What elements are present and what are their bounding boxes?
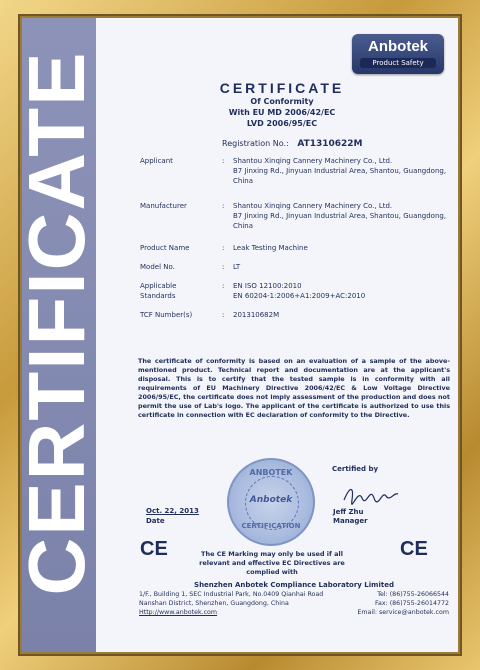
manufacturer-colon: : xyxy=(222,202,225,210)
lab-website: Http://www.anbotek.com xyxy=(139,609,218,616)
product-colon: : xyxy=(222,244,225,252)
subtitle-1: Of Conformity xyxy=(250,97,314,106)
issue-date: Oct. 22, 2013 xyxy=(146,507,199,515)
product-value: Leak Testing Machine xyxy=(233,244,308,252)
certified-by-label: Certified by xyxy=(332,465,379,473)
model-label: Model No. xyxy=(140,263,175,271)
signer-role: Manager xyxy=(333,517,368,525)
manufacturer-address: B7 Jinxing Rd., Jinyuan Industrial Area, Shantou, Guangdong, China xyxy=(233,212,447,230)
registration-number xyxy=(222,139,363,149)
left-stripe xyxy=(12,18,101,652)
applicant-name: Shantou Xinqing Cannery Machinery Co., Ltd. xyxy=(233,157,393,165)
lab-fax: Fax: (86)755-26014772 xyxy=(374,600,449,607)
manufacturer-name: Shantou Xinqing Cannery Machinery Co., Ltd. xyxy=(233,202,393,210)
signer-name: Jeff Zhu xyxy=(333,508,364,516)
certificate-paper xyxy=(12,18,458,652)
subtitle-3: LVD 2006/95/EC xyxy=(246,119,318,128)
logo-sub: Product Safety xyxy=(360,58,436,68)
tcf-label: TCF Number(s) xyxy=(140,311,193,319)
anbotek-logo xyxy=(352,34,444,74)
ce-mark-left: CE xyxy=(140,538,168,560)
certification-seal xyxy=(227,458,315,546)
standards-label xyxy=(140,281,220,301)
logo-brand: Anbotek xyxy=(368,38,428,55)
standards-value xyxy=(233,281,463,301)
signature-scribble xyxy=(340,484,400,506)
registration-label: Registration No.: xyxy=(222,139,289,148)
certificate-header xyxy=(112,80,452,129)
applicant-value xyxy=(233,156,463,186)
lab-name: Shenzhen Anbotek Compliance Laboratory Limited xyxy=(194,581,394,589)
applicant-address: B7 Jinxing Rd., Jinyuan Industrial Area, Shantou, Guangdong, China xyxy=(233,167,447,185)
lab-tel: Tel: (86)755-26066544 xyxy=(377,591,449,598)
manufacturer-value xyxy=(233,201,463,231)
product-label: Product Name xyxy=(140,244,190,252)
seal-top-text: ANBOTEK xyxy=(249,468,293,477)
standards-colon: : xyxy=(222,282,225,290)
subtitle-2: With EU MD 2006/42/EC xyxy=(228,108,336,117)
conformity-statement: The certificate of conformity is based on an evaluation of a sample of the above-mentioned product. Technical report and documentation are at the applicant's disposal. This is to certify that the tested sample is in conformity with all requirements of EU Machinery Directive 2006/42/EC & Low Voltage Directive 2006/95/EC, the certificate does not imply assessment of the production and does not permit the use of Lab's logo. The applicant of the certificate is authorized to use this certificate in connection with EC declaration of conformity to the Directive. xyxy=(138,357,450,419)
ce-note: The CE Marking may only be used if all relevant and effective EC Directives are complied with xyxy=(199,550,345,576)
applicant-colon: : xyxy=(222,157,225,165)
standard-2: EN 60204-1:2006+A1:2009+AC:2010 xyxy=(233,292,366,300)
manufacturer-label: Manufacturer xyxy=(140,202,187,210)
ce-mark-right: CE xyxy=(400,538,428,560)
certificate-title: CERTIFICATE xyxy=(219,80,345,96)
lab-email: Email: service@anbotek.com xyxy=(357,609,449,616)
date-label: Date xyxy=(146,517,165,525)
tcf-colon: : xyxy=(222,311,225,319)
model-value: LT xyxy=(233,263,241,271)
lab-address-1: 1/F., Building 1, SEC Industrial Park, No.0409 Qianhai Road xyxy=(139,591,324,598)
registration-value: AT1310622M xyxy=(297,139,363,149)
standards-label-1: Applicable xyxy=(140,282,177,290)
vertical-certificate-word: CERTIFICATE xyxy=(12,50,101,596)
standards-label-2: Standards xyxy=(140,292,176,300)
tcf-value: 201310682M xyxy=(233,311,280,319)
model-colon: : xyxy=(222,263,225,271)
lab-address-2: Nanshan District, Shenzhen, Guangdong, China xyxy=(139,600,289,607)
standard-1: EN ISO 12100:2010 xyxy=(233,282,302,290)
seal-middle-text: Anbotek xyxy=(249,495,293,505)
applicant-label: Applicant xyxy=(140,157,173,165)
seal-bottom-text: CERTIFICATION xyxy=(241,522,301,530)
